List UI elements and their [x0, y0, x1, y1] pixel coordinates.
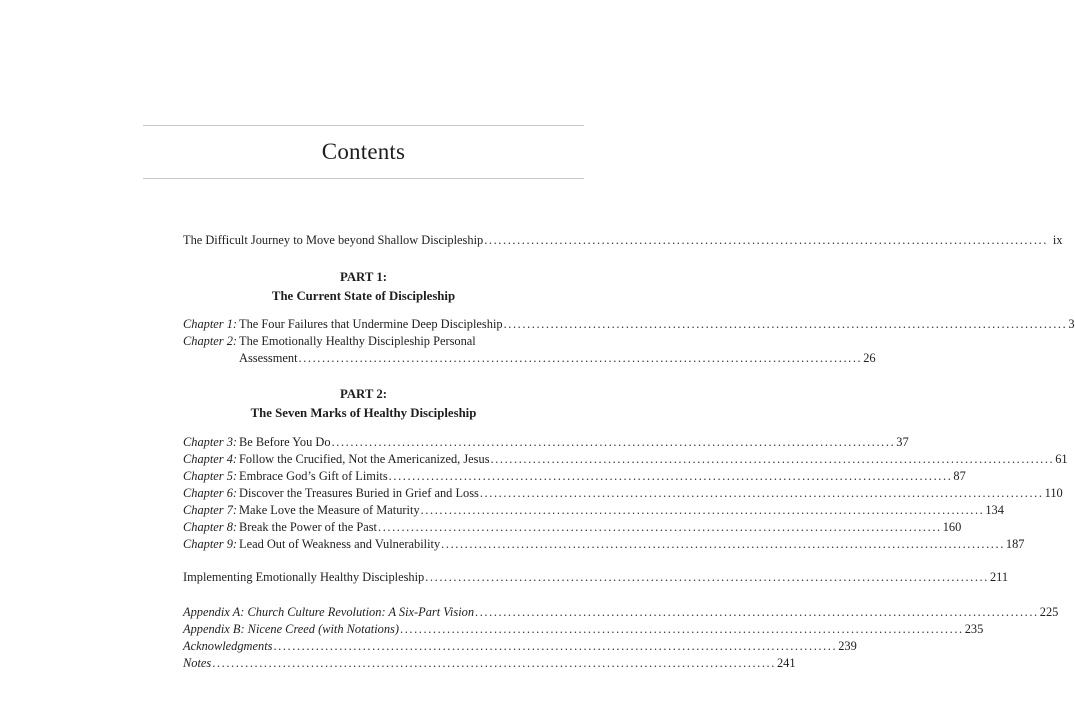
toc-entry-intro [183, 232, 1063, 249]
toc-entry-chapter-2-continuation [239, 350, 876, 367]
chapter-title: Be Before You Do [239, 435, 331, 449]
chapter-label: Chapter 3: [183, 435, 238, 449]
leader-dots: ........................................................................................................................ [298, 351, 863, 365]
part-1-name: The Current State of Discipleship [271, 289, 456, 303]
chapter-page: 134 [985, 503, 1004, 517]
leader-dots: ........................................................................................................................ [484, 233, 1048, 247]
chapter-title: Follow the Crucified, Not the Americanized, Jesus [239, 452, 490, 466]
leader-dots: ........................................................................................................................ [441, 537, 1005, 551]
leader-dots: ........................................................................................................................ [475, 605, 1039, 619]
leader-dots: ........................................................................................................................ [490, 452, 1055, 466]
entry-title: The Difficult Journey to Move beyond Shallow Discipleship [183, 233, 484, 247]
entry-title: Implementing Emotionally Healthy Discipleship [183, 570, 425, 584]
toc-entry-chapter-5 [183, 468, 966, 485]
entry-page: 225 [1039, 605, 1059, 619]
entry-title: Appendix B: Nicene Creed (with Notations) [183, 622, 399, 636]
chapter-page: 37 [896, 435, 909, 449]
chapter-label: Chapter 8: [183, 520, 238, 534]
entry-title: Appendix A: Church Culture Revolution: A Six-Part Vision [183, 605, 475, 619]
chapter-page: 26 [863, 351, 876, 365]
toc-entry-chapter-8 [183, 519, 962, 536]
chapter-title: The Four Failures that Undermine Deep Discipleship [239, 317, 503, 331]
chapter-page: 87 [953, 469, 966, 483]
leader-dots: ........................................................................................................................ [378, 520, 942, 534]
chapter-page: 110 [1044, 486, 1063, 500]
toc-entry-chapter-6 [183, 485, 1063, 502]
chapter-label: Chapter 9: [183, 537, 238, 551]
toc-entry-appendix-b [183, 621, 984, 638]
chapter-page: 160 [942, 520, 962, 534]
chapter-page: 61 [1055, 452, 1068, 466]
chapter-label: Chapter 7: [183, 503, 238, 517]
toc-entry-chapter-4 [183, 451, 1068, 468]
toc-entry-chapter-7 [183, 502, 1004, 519]
chapter-title-continuation: Assessment [239, 351, 298, 365]
part-2-number: PART 2: [339, 387, 388, 401]
toc-entry-acknowledgments [183, 638, 857, 655]
top-rule [143, 125, 584, 126]
chapter-label: Chapter 2: [183, 334, 238, 348]
chapter-label: Chapter 6: [183, 486, 238, 500]
leader-dots: ........................................................................................................................ [479, 486, 1044, 500]
chapter-title: Lead Out of Weakness and Vulnerability [239, 537, 441, 551]
entry-page: 241 [776, 656, 796, 670]
toc-entry-implementing [183, 569, 1009, 586]
toc-entry-chapter-9 [183, 536, 1025, 553]
leader-dots: ........................................................................................................................ [273, 639, 838, 653]
entry-page: 239 [838, 639, 857, 653]
entry-page: 235 [964, 622, 984, 636]
leader-dots: ........................................................................................................................ [331, 435, 896, 449]
entry-title: Notes [183, 656, 212, 670]
chapter-page: 3 [1068, 317, 1075, 331]
leader-dots: ........................................................................................................................ [420, 503, 985, 517]
toc-entry-chapter-2 [183, 333, 529, 350]
chapter-title: Discover the Treasures Buried in Grief and Loss [239, 486, 479, 500]
bottom-rule [143, 178, 584, 179]
part-2-name: The Seven Marks of Healthy Discipleship [250, 406, 477, 420]
entry-page: ix [1052, 233, 1063, 247]
part-1-number: PART 1: [339, 270, 388, 284]
toc-entry-chapter-1 [183, 316, 1075, 333]
chapter-label: Chapter 1: [183, 317, 238, 331]
chapter-title: Embrace God’s Gift of Limits [239, 469, 388, 483]
chapter-page: 187 [1005, 537, 1025, 551]
entry-page: 211 [989, 570, 1009, 584]
leader-dots: ........................................................................................................................ [388, 469, 953, 483]
chapter-label: Chapter 5: [183, 469, 238, 483]
toc-entry-notes [183, 655, 796, 672]
leader-dots: ........................................................................................................................ [212, 656, 776, 670]
chapter-title: Make Love the Measure of Maturity [239, 503, 420, 517]
chapter-title: The Emotionally Healthy Discipleship Personal [239, 334, 476, 348]
leader-dots: ........................................................................................................................ [425, 570, 989, 584]
leader-dots: ........................................................................................................................ [400, 622, 964, 636]
page-title: Contents [321, 139, 406, 164]
leader-dots: ........................................................................................................................ [503, 317, 1068, 331]
chapter-title: Break the Power of the Past [239, 520, 377, 534]
entry-title: Acknowledgments [183, 639, 273, 653]
toc-entry-chapter-3 [183, 434, 909, 451]
toc-entry-appendix-a [183, 604, 1059, 621]
chapter-label: Chapter 4: [183, 452, 238, 466]
